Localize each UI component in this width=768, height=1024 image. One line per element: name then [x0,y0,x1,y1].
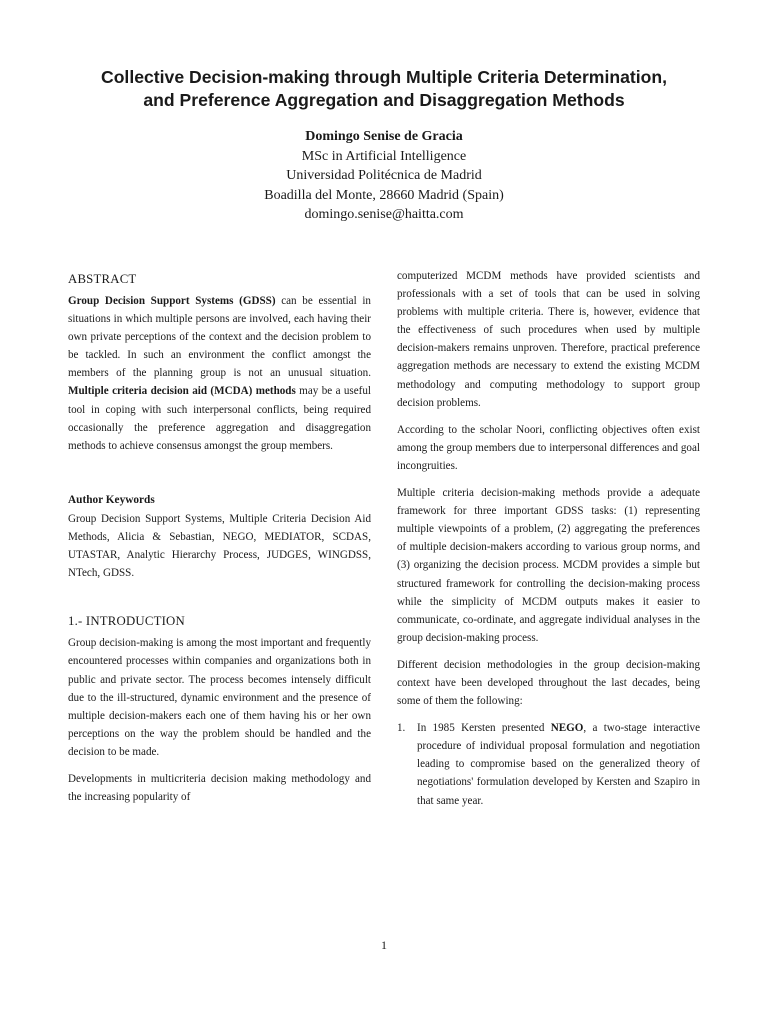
paper-title [40,66,728,112]
keywords-text: Group Decision Support Systems, Multiple Criteria Decision Aid Methods, Alicia & Sebastian, NEGO, MEDIATOR, SCDAS, UTASTAR, Analytic Hierarchy Process, JUDGES, WINGDSS, NTech, GDSS. [68,512,371,580]
intro-paragraph-4: Multiple criteria decision-making methods provide a adequate framework for three important GDSS tasks: (1) representing multiple viewpoints of a problem, (2) aggregating the preferences of multiple decision-makers according to various group norms, and (3) organizing the decision process. MCDM provides a simple but structured framework for controlling the decision-making process while the simplicity of MCDM outputs makes it easier to communicate, co-ordinate, and aggregate individual analyses in the group decision-making process. [397,487,700,644]
right-column [397,267,700,810]
abstract-paragraph [68,292,371,455]
list-item-number: 1. [397,722,406,735]
intro-paragraph-2-start: Developments in multicriteria decision making methodology and the increasing popularity of [68,772,371,804]
list-item-text: In 1985 Kersten presented NEGO, a two-stage interactive procedure of individual proposal formulation and negotiation leading to compromise based on the generalized theory of negotiations' formulation developed by Kersten and Szapiro in that same year. [417,722,700,807]
list-item [397,719,700,809]
author-university: Universidad Politécnica de Madrid [286,168,482,184]
gdss-abbr: (GDSS) [239,295,276,307]
title-line-1: Collective Decision-making through Multiple Criteria Determination, [100,67,667,87]
intro-paragraph-1: Group decision-making is among the most important and frequently encountered processes within companies and organizations both in public and private sector. The process becomes intensely difficult due to the ill-structured, dynamic environment and the presence of multiple decision-makers each one of them having his or her own perceptions on the way the problem should be handled and the decision to be made. [68,637,371,758]
abstract-text-1: can be essential in situations in which multiple persons are involved, each having their own private perceptions of the context and the decision problem to be tackled. In such an environment the conflict amongst the members of the planning group is not an unusual situation. [68,295,371,380]
intro-paragraph-2-end: computerized MCDM methods have provided scientists and professionals with a set of tools that can be used in solving problems with multiple criteria. There is, however, evidence that the effectiveness of such procedures when used by multiple decision-makers remains unproven. Therefore, practical preference aggregation methods are necessary to extend the existing MCDM methodology and computing methodology to support group decision problems. [397,270,700,409]
abstract-heading: ABSTRACT [68,272,137,286]
mcda-term: Multiple criteria decision aid (MCDA) methods [68,385,296,398]
intro-paragraph-3: According to the scholar Noori, conflicting objectives often exist among the group members due to interpersonal differences and goal incongruities. [397,423,700,472]
author-degree: MSc in Artificial Intelligence [301,148,467,164]
nego-term: NEGO [550,722,584,735]
introduction-heading: 1.- INTRODUCTION [68,614,185,629]
keywords-heading: Author Keywords [68,493,155,506]
methods-list [397,719,700,809]
author-block [40,127,728,225]
title-line-2: and Preference Aggregation and Disaggregation Methods [143,90,625,110]
gdss-term: Group Decision Support Systems [68,295,234,307]
author-name: Domingo Senise de Gracia [305,129,463,144]
author-address: Boadilla del Monte, 28660 Madrid (Spain) [264,187,504,203]
left-column [68,270,371,806]
page-number: 1 [381,938,387,952]
author-email[interactable]: domingo.senise@haitta.com [304,207,464,223]
intro-paragraph-5: Different decision methodologies in the group decision-making context have been developed throughout the last decades, being some of them the following: [397,658,700,708]
abstract-text-2: may be a useful tool in coping with such interpersonal conflicts, being required occasionally the preference aggregation and disaggregation methods to achieve consensus amongst the group members. [68,385,372,452]
